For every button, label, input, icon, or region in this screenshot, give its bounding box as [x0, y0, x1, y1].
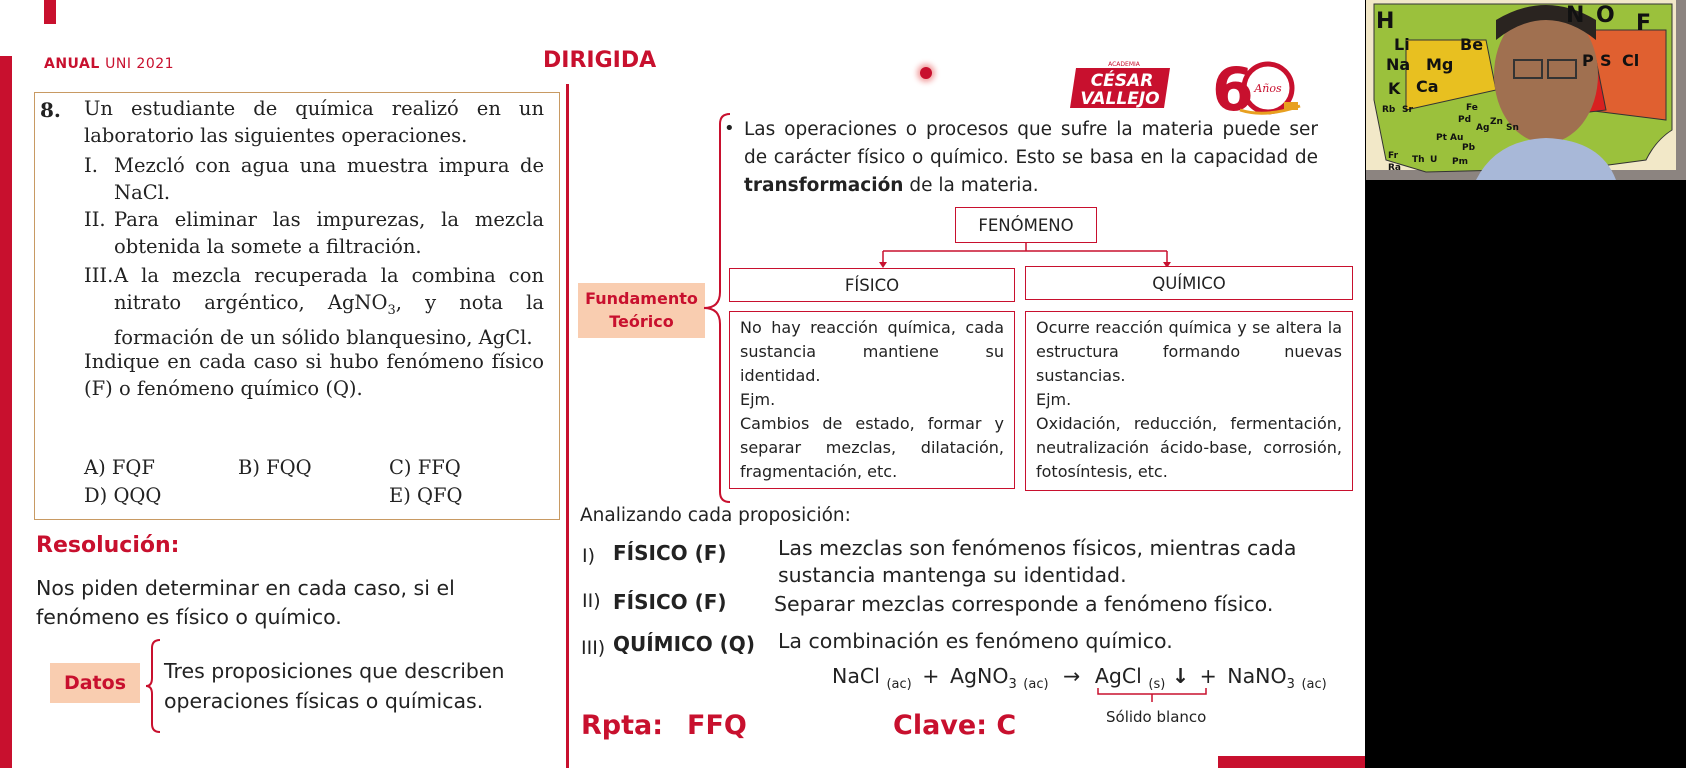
- periodic-table-symbol: Sr: [1402, 105, 1413, 115]
- periodic-table-symbol: H: [1376, 9, 1395, 34]
- fisico-line-2: Ejm.: [740, 390, 776, 409]
- course-year: UNI 2021: [105, 56, 175, 72]
- fenomeno-box: FENÓMENO: [955, 207, 1097, 243]
- periodic-table-symbol: Fe: [1466, 103, 1478, 113]
- periodic-table-symbol: F: [1636, 11, 1652, 36]
- chemical-equation: NaCl $_{(ac)}$ + AgNO$_3$ $_{(ac)}$ → AgCl $_{(s)}$ ↓ + NaNO$_3$ $_{(ac)}$: [832, 664, 1327, 693]
- periodic-table-symbol: Sn: [1506, 123, 1519, 133]
- answer: [581, 710, 747, 741]
- item-number: I.: [84, 154, 98, 177]
- fisico-line-3: Cambios de estado, formar y separar mezclas, dilatación, fragmentación, etc.: [740, 414, 1004, 481]
- laser-pointer: [920, 67, 932, 79]
- top-accent: [44, 0, 56, 24]
- quimico-line-3: Oxidación, reducción, fermentación, neutralización ácido-base, corrosión, fotosíntesis, etc.: [1036, 414, 1342, 481]
- solid-bracket: [1096, 686, 1208, 708]
- question-item-2: [84, 206, 544, 260]
- periodic-table-symbol: Ca: [1416, 77, 1439, 96]
- row2-label: FÍSICO (F): [613, 590, 727, 614]
- precipitate-arrow-icon: ↓: [1171, 664, 1190, 688]
- quimico-line-1: Ocurre reacción química y se altera la estructura formando nuevas sustancias.: [1036, 318, 1342, 385]
- periodic-table-symbol: Mg: [1426, 55, 1454, 74]
- row2-text: Separar mezclas corresponde a fenómeno físico.: [774, 592, 1274, 616]
- periodic-table-symbol: Pd: [1458, 115, 1472, 125]
- option-b[interactable]: B) FQQ: [238, 456, 312, 479]
- logo-name1: CÉSAR: [1090, 71, 1154, 91]
- item-text: Para eliminar las impurezas, la mezcla obtenida la somete a filtración.: [114, 208, 544, 258]
- option-c[interactable]: C) FFQ: [389, 456, 461, 479]
- periodic-table-symbol: Th: [1412, 155, 1425, 165]
- datos-label: Datos: [50, 663, 140, 703]
- row2-number: II): [582, 590, 601, 612]
- periodic-table-symbol: U: [1430, 155, 1438, 165]
- row1-text: Las mezclas son fenómenos físicos, mientras cada sustancia mantenga su identidad.: [778, 536, 1297, 587]
- option-a[interactable]: A) FQF: [84, 456, 155, 479]
- item-number: III.: [84, 264, 114, 287]
- row1-number: I): [582, 545, 596, 567]
- question-number: 8.: [40, 98, 61, 122]
- datos-brace: [144, 638, 162, 738]
- periodic-table-symbol: K: [1388, 79, 1401, 98]
- periodic-table-symbol: O: [1596, 3, 1615, 28]
- course-bold: ANUAL: [44, 56, 100, 72]
- resolution-title: Resolución:: [36, 533, 180, 558]
- bullet-icon: •: [724, 118, 735, 139]
- webcam-feed[interactable]: [1366, 0, 1686, 180]
- theory-bullet: Las operaciones o procesos que sufre la materia puede ser de carácter físico o químico. Esto se basa en la capacidad de transformación de la materia.: [744, 119, 1318, 196]
- fund-line-1: Fundamento: [585, 289, 698, 308]
- reaction-arrow-icon: →: [1063, 664, 1081, 688]
- periodic-table-symbol: Cl: [1622, 51, 1640, 70]
- periodic-table-symbol: Fr: [1388, 151, 1399, 161]
- theory-brace: [700, 112, 732, 508]
- quimico-description: [1025, 311, 1353, 491]
- row1-label: FÍSICO (F): [613, 541, 727, 565]
- sixty-years-logo: [1210, 52, 1302, 120]
- option-d[interactable]: D) QQQ: [84, 484, 162, 507]
- periodic-table-symbol: P: [1582, 51, 1594, 70]
- item-text: Mezcló con agua una muestra impura de NaCl.: [114, 154, 544, 204]
- periodic-table-symbol: Ra: [1388, 163, 1402, 173]
- bottom-accent: [1218, 756, 1365, 768]
- quimico-title-box: QUÍMICO: [1025, 266, 1353, 300]
- row3-label: QUÍMICO (Q): [613, 632, 755, 656]
- periodic-table-symbol: Ag: [1476, 123, 1490, 133]
- row3-number: III): [581, 637, 606, 659]
- periodic-table-symbol: Au: [1450, 133, 1464, 143]
- logo-academia: ACADEMIA: [1108, 61, 1140, 68]
- periodic-table-symbol: N: [1566, 3, 1585, 28]
- cesar-vallejo-logo: [1070, 60, 1178, 116]
- periodic-table-symbol: Li: [1394, 35, 1410, 54]
- periodic-table-symbol: Pm: [1452, 157, 1468, 167]
- logo-six: 6: [1212, 55, 1254, 120]
- row3-text: La combinación es fenómeno químico.: [778, 629, 1173, 653]
- datos-text: [164, 656, 505, 716]
- section-title: DIRIGIDA: [543, 48, 657, 73]
- periodic-table-symbol: Zn: [1490, 117, 1503, 127]
- quimico-line-2: Ejm.: [1036, 390, 1072, 409]
- answer-label: Rpta:: [581, 710, 664, 741]
- analysis-heading: Analizando cada proposición:: [580, 505, 851, 526]
- item-number: II.: [84, 208, 106, 231]
- course-label: [44, 56, 174, 72]
- left-accent-bar: [0, 56, 12, 768]
- periodic-table-symbol: Pt: [1436, 133, 1447, 143]
- center-divider: [566, 84, 569, 768]
- option-e[interactable]: E) QFQ: [389, 484, 463, 507]
- fisico-description: [729, 311, 1015, 489]
- question-item-1: [84, 152, 544, 206]
- question-item-3: [84, 262, 544, 351]
- fund-line-2: Teórico: [609, 312, 674, 331]
- periodic-table-symbol: Rb: [1382, 105, 1396, 115]
- periodic-table-symbol: S: [1600, 51, 1612, 70]
- logo-name2: VALLEJO: [1080, 89, 1160, 109]
- answer-key: Clave: C: [893, 710, 1017, 741]
- item-text: A la mezcla recuperada la combina con nitrato argéntico, AgNO$_3$, y nota la formación de un sólido blanquesino, AgCl.: [114, 264, 544, 349]
- datos-line-1: Tres proposiciones que describen: [164, 659, 505, 683]
- fisico-line-1: No hay reacción química, cada sustancia mantiene su identidad.: [740, 318, 1004, 385]
- fisico-title-box: FÍSICO: [729, 268, 1015, 302]
- periodic-table-symbol: Pb: [1462, 143, 1476, 153]
- solid-label: Sólido blanco: [1106, 708, 1207, 726]
- resolution-piden: Nos piden determinar en cada caso, si el fenómeno es físico o químico.: [36, 576, 455, 629]
- answer-value: FFQ: [687, 710, 747, 741]
- question-stem: Un estudiante de química realizó en un laboratorio las siguientes operaciones.: [84, 97, 544, 147]
- bold-transformacion: transformación: [744, 175, 904, 196]
- periodic-table-symbol: Be: [1460, 35, 1484, 54]
- fundamento-teorico-label: [578, 283, 705, 338]
- periodic-table-symbol: Na: [1386, 55, 1411, 74]
- question-instruction: Indique en cada caso si hubo fenómeno físico (F) o fenómeno químico (Q).: [84, 350, 544, 400]
- datos-line-2: operaciones físicas o químicas.: [164, 689, 484, 713]
- logo-anos: Años: [1254, 82, 1282, 95]
